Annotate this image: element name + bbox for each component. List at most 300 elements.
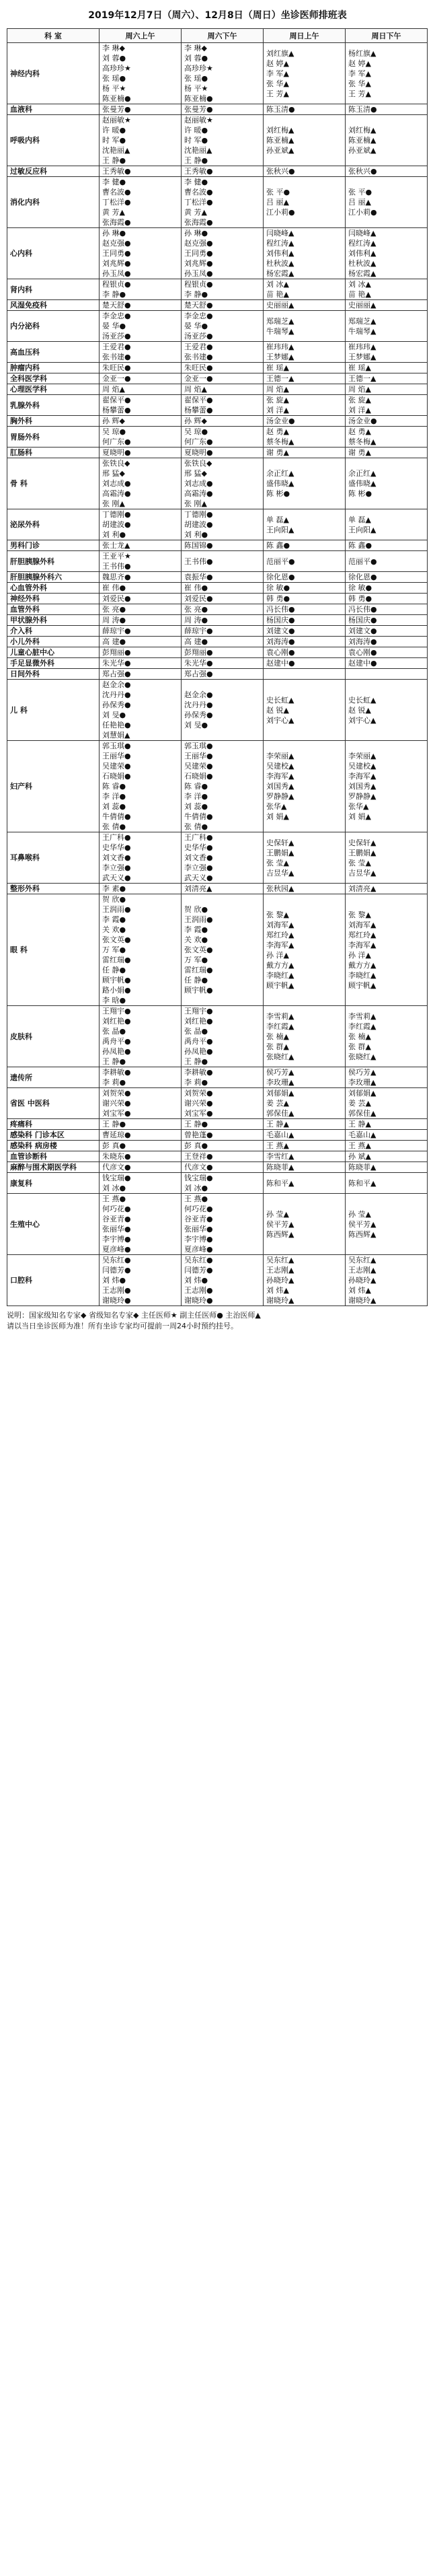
doctor-entry: 刘 利● <box>102 530 126 539</box>
doctor-entry: 李 晗● <box>102 996 126 1005</box>
department-name: 肛肠科 <box>7 448 100 458</box>
doctor-entry: 谢兴荣● <box>184 1099 213 1108</box>
doctor-entry: 贺 欣● <box>102 895 126 904</box>
doctor-entry: 史华华● <box>102 843 131 852</box>
doctor-entry: 吴建荣● <box>102 762 131 771</box>
table-row <box>7 1006 428 1067</box>
doctor-entry: 崔玮玮▲ <box>266 343 294 351</box>
table-row <box>7 1088 428 1119</box>
doctor-entry: 周 焰▲ <box>266 385 289 394</box>
doctor-entry: 杜秋波▲ <box>266 259 294 268</box>
schedule-cell <box>100 166 182 177</box>
doctor-entry: 刘海涛● <box>266 637 295 646</box>
schedule-cell <box>182 300 264 311</box>
doctor-entry: 汤亚莎● <box>102 332 131 341</box>
doctor-entry: 李玫珊▲ <box>348 1078 377 1087</box>
doctor-entry: 刘海涛● <box>348 637 377 646</box>
header-department: 科 室 <box>7 29 100 43</box>
doctor-entry: 朱光华● <box>184 659 213 668</box>
doctor-entry: 刘 娟▲ <box>348 812 371 821</box>
doctor-entry: 朱旺民● <box>184 363 213 372</box>
doctor-entry: 王润雨● <box>102 905 131 914</box>
schedule-cell <box>100 395 182 416</box>
doctor-entry: 苗 艳▲ <box>266 290 289 299</box>
department-name: 肿瘤内科 <box>7 363 100 373</box>
table-row <box>7 1119 428 1130</box>
schedule-cell <box>264 279 346 300</box>
doctor-entry: 刘宇心▲ <box>348 715 377 725</box>
department-name: 疼痛科 <box>7 1119 100 1130</box>
doctor-entry: 刘郁娟▲ <box>348 1089 377 1098</box>
doctor-entry: 李海军▲ <box>266 940 294 950</box>
doctor-entry: 戴方方▲ <box>266 960 294 970</box>
doctor-entry: 李海军▲ <box>266 772 294 781</box>
doctor-entry: 张丽华● <box>184 1225 213 1233</box>
doctor-entry: 牛倩倩● <box>102 812 131 821</box>
doctor-entry: 陈亚楠▲ <box>348 136 377 145</box>
schedule-cell <box>346 669 428 680</box>
doctor-entry: 李 静● <box>184 290 208 299</box>
schedule-cell <box>182 884 264 894</box>
doctor-entry: 吴建荣● <box>184 762 213 771</box>
doctor-entry: 张秋兴● <box>266 167 295 176</box>
schedule-cell <box>100 741 182 832</box>
schedule-cell <box>182 104 264 115</box>
doctor-entry: 姜 芸▲ <box>266 1099 289 1108</box>
doctor-entry: 毛嘉山▲ <box>348 1131 377 1139</box>
doctor-entry: 余正红▲ <box>348 469 377 478</box>
schedule-cell <box>182 363 264 373</box>
doctor-entry: 孙晓玲▲ <box>348 1276 377 1285</box>
schedule-cell <box>100 1194 182 1255</box>
doctor-entry: 高珍珍★ <box>102 64 131 73</box>
doctor-entry: 杨国庆● <box>348 616 377 624</box>
doctor-entry: 闫晓峰▲ <box>348 229 377 238</box>
department-name: 血管外科 <box>7 604 100 615</box>
doctor-entry: 张 瑶● <box>184 74 208 83</box>
schedule-cell <box>182 373 264 384</box>
schedule-cell <box>100 228 182 279</box>
doctor-entry: 王润雨● <box>184 915 213 924</box>
doctor-entry: 徐 敏● <box>348 583 372 592</box>
doctor-entry: 张 亮● <box>102 605 126 614</box>
schedule-cell <box>182 43 264 104</box>
doctor-entry: 刘红旗▲ <box>266 48 294 58</box>
schedule-cell <box>346 583 428 594</box>
doctor-entry: 李晓红▲ <box>266 970 294 980</box>
schedule-cell <box>100 884 182 894</box>
doctor-entry: 王广科● <box>102 833 131 842</box>
doctor-entry: 高珍珍★ <box>184 64 213 73</box>
schedule-cell <box>100 832 182 884</box>
doctor-entry: 刘郁娟▲ <box>266 1089 294 1098</box>
department-name: 神经内科 <box>7 43 100 104</box>
doctor-entry: 李 琳◆ <box>102 44 125 52</box>
doctor-entry: 禹舟平● <box>184 1037 213 1046</box>
doctor-entry: 刘 冰▲ <box>348 280 371 289</box>
schedule-cell <box>182 279 264 300</box>
doctor-entry: 沈丹丹● <box>184 701 213 709</box>
table-row <box>7 509 428 540</box>
doctor-entry: 张丽华● <box>102 1225 131 1233</box>
doctor-entry: 孙 洋▲ <box>266 950 289 960</box>
schedule-cell <box>182 1255 264 1306</box>
doctor-entry: 王广科● <box>184 833 213 842</box>
doctor-entry: 陈 彬● <box>266 489 290 498</box>
schedule-cell <box>346 279 428 300</box>
doctor-entry: 张晓红▲ <box>348 1052 377 1061</box>
table-row <box>7 342 428 363</box>
doctor-entry: 张 楠▲ <box>266 1032 289 1041</box>
table-row <box>7 300 428 311</box>
doctor-entry: 陈玉清● <box>266 105 295 114</box>
doctor-entry: 刘 蓉● <box>184 54 208 63</box>
doctor-entry: 王志刚▲ <box>348 1266 377 1275</box>
doctor-entry: 王丽华● <box>102 752 131 760</box>
doctor-entry: 丁松洋● <box>184 198 213 207</box>
schedule-cell <box>100 1162 182 1173</box>
department-name: 内分泌科 <box>7 311 100 342</box>
doctor-entry: 刘海军▲ <box>266 920 294 929</box>
doctor-entry: 顾宇帆● <box>184 986 213 995</box>
doctor-entry: 李 洋● <box>184 792 208 801</box>
schedule-cell <box>346 395 428 416</box>
doctor-entry: 余正红▲ <box>266 469 294 478</box>
doctor-entry: 范丽平● <box>348 557 377 566</box>
doctor-entry: 陈 彬● <box>348 489 372 498</box>
doctor-entry: 陈 鑫● <box>266 541 290 550</box>
doctor-entry: 杨攀蕾● <box>102 406 131 415</box>
department-name: 整形外科 <box>7 884 100 894</box>
doctor-entry: 程银贞● <box>102 280 131 289</box>
schedule-cell <box>346 604 428 615</box>
doctor-entry: 张 平● <box>348 188 372 196</box>
doctor-entry: 张秋园▲ <box>266 884 294 893</box>
doctor-entry: 刘 蕊● <box>184 802 208 811</box>
table-row <box>7 458 428 509</box>
doctor-entry: 王梦娜▲ <box>266 353 294 361</box>
doctor-entry: 万 军● <box>184 956 208 964</box>
schedule-cell <box>346 300 428 311</box>
doctor-entry: 盛伟晓▲ <box>348 479 377 488</box>
schedule-cell <box>346 384 428 395</box>
table-row <box>7 166 428 177</box>
doctor-entry: 王 静● <box>102 156 126 165</box>
doctor-entry: 陈亚楠● <box>184 94 213 103</box>
doctor-entry: 王 静● <box>184 156 208 165</box>
schedule-cell <box>264 604 346 615</box>
schedule-cell <box>264 115 346 166</box>
schedule-cell <box>346 551 428 572</box>
doctor-entry: 时 军● <box>184 136 208 145</box>
doctor-entry: 李 琳◆ <box>184 44 207 52</box>
doctor-entry: 程红涛▲ <box>348 239 377 248</box>
schedule-cell <box>100 647 182 658</box>
schedule-cell <box>264 637 346 647</box>
doctor-entry: 陈西辉▲ <box>348 1229 377 1239</box>
schedule-table <box>7 28 428 1306</box>
table-body <box>7 43 428 1306</box>
doctor-entry: 张 平● <box>266 188 290 196</box>
doctor-entry: 张 莹▲ <box>348 858 371 867</box>
doctor-entry: 彭翔丽● <box>102 648 131 657</box>
doctor-entry: 周 焰▲ <box>348 385 371 394</box>
doctor-entry: 王登祥● <box>184 1152 213 1161</box>
schedule-cell <box>264 342 346 363</box>
department-name: 过敏反应科 <box>7 166 100 177</box>
table-row <box>7 363 428 373</box>
doctor-entry: 王 燕● <box>102 1194 126 1203</box>
department-name: 康复科 <box>7 1173 100 1194</box>
doctor-entry: 张 晶● <box>184 1027 208 1036</box>
doctor-entry: 王 静● <box>184 1057 208 1066</box>
doctor-entry: 李雪莉▲ <box>266 1011 294 1021</box>
doctor-entry: 朱光华● <box>102 659 131 668</box>
doctor-entry: 周 焰▲ <box>184 385 207 394</box>
schedule-cell <box>264 884 346 894</box>
doctor-entry: 谢 勇▲ <box>348 448 371 457</box>
schedule-cell <box>264 416 346 427</box>
schedule-cell <box>264 551 346 572</box>
doctor-entry: 王梦娜▲ <box>348 353 377 361</box>
doctor-entry: 李宇博● <box>102 1235 131 1244</box>
doctor-entry: 沈丹丹● <box>102 690 131 699</box>
doctor-entry: 许 暖● <box>102 126 126 135</box>
doctor-entry: 王秀敏● <box>102 167 131 176</box>
schedule-cell <box>264 658 346 669</box>
table-row <box>7 551 428 572</box>
table-row <box>7 540 428 551</box>
table-row <box>7 279 428 300</box>
doctor-entry: 李玫珊▲ <box>266 1078 294 1087</box>
table-row <box>7 373 428 384</box>
schedule-cell <box>346 637 428 647</box>
table-row <box>7 1067 428 1088</box>
schedule-cell <box>264 1141 346 1151</box>
doctor-entry: 李 素● <box>102 884 126 893</box>
schedule-cell <box>182 583 264 594</box>
doctor-entry: 高 建● <box>102 637 126 646</box>
doctor-entry: 张铁良◆ <box>184 459 212 468</box>
department-name: 胃肠外科 <box>7 427 100 448</box>
doctor-entry: 刘 炜● <box>102 1276 126 1285</box>
doctor-entry: 夏彦峰● <box>184 1245 213 1254</box>
schedule-cell <box>264 583 346 594</box>
doctor-entry: 赵克强● <box>184 239 213 248</box>
doctor-entry: 张 倩● <box>184 822 208 831</box>
table-row <box>7 669 428 680</box>
doctor-entry: 刘 炜● <box>184 1276 208 1285</box>
schedule-cell <box>182 647 264 658</box>
doctor-entry: 程红涛▲ <box>266 239 294 248</box>
table-row <box>7 637 428 647</box>
doctor-entry: 毛嘉山▲ <box>266 1131 294 1139</box>
doctor-entry: 张 华▲ <box>266 79 289 88</box>
schedule-cell <box>100 626 182 637</box>
doctor-entry: 陈西辉▲ <box>266 1229 294 1239</box>
doctor-entry: 王 燕● <box>184 1194 208 1203</box>
doctor-entry: 江小莉● <box>266 208 295 217</box>
doctor-entry: 刘文香● <box>102 853 131 862</box>
doctor-entry: 孙 洋▲ <box>348 950 371 960</box>
doctor-entry: 刘宝军● <box>102 1109 131 1118</box>
schedule-cell <box>100 458 182 509</box>
doctor-entry: 孙亚斌▲ <box>266 146 294 155</box>
doctor-entry: 刘建文● <box>348 627 377 635</box>
doctor-entry: 谢 勇▲ <box>266 448 289 457</box>
doctor-entry: 谷亚青● <box>102 1215 131 1223</box>
doctor-entry: 刘伟利▲ <box>266 249 294 258</box>
schedule-cell <box>100 363 182 373</box>
doctor-entry: 王 芳▲ <box>266 89 289 98</box>
doctor-entry: 刘 冰▲ <box>266 280 289 289</box>
doctor-entry: 孙凤艳● <box>102 1047 131 1056</box>
doctor-entry: 张 亮● <box>184 605 208 614</box>
doctor-entry: 史长虹▲ <box>266 695 294 705</box>
schedule-cell <box>100 115 182 166</box>
schedule-cell <box>264 1119 346 1130</box>
schedule-cell <box>264 427 346 448</box>
doctor-entry: 路小娟● <box>102 986 131 995</box>
doctor-entry: 张士龙▲ <box>102 541 130 550</box>
doctor-entry: 赵建中● <box>266 659 295 668</box>
doctor-entry: 武天义● <box>184 873 213 882</box>
schedule-cell <box>100 1141 182 1151</box>
department-name: 肾内科 <box>7 279 100 300</box>
schedule-cell <box>346 228 428 279</box>
doctor-entry: 晏 华● <box>184 322 208 330</box>
table-row <box>7 448 428 458</box>
schedule-cell <box>264 458 346 509</box>
doctor-entry: 代彦文● <box>102 1163 131 1172</box>
schedule-cell <box>346 509 428 540</box>
doctor-entry: 郭玉琪● <box>102 742 131 750</box>
doctor-entry: 魏思齐● <box>102 573 131 581</box>
doctor-entry: 何巧花● <box>184 1205 213 1213</box>
department-name: 心血管外科 <box>7 583 100 594</box>
schedule-cell <box>182 832 264 884</box>
doctor-entry: 王 静● <box>102 1057 126 1066</box>
schedule-cell <box>100 427 182 448</box>
schedule-cell <box>264 166 346 177</box>
doctor-entry: 刘 炜▲ <box>266 1286 289 1295</box>
schedule-cell <box>346 177 428 228</box>
doctor-entry: 李 洋● <box>102 792 126 801</box>
schedule-cell <box>182 311 264 342</box>
doctor-entry: 刘贺荣● <box>102 1089 131 1098</box>
doctor-entry: 李 军▲ <box>348 69 371 78</box>
doctor-entry: 郑占强● <box>102 670 131 678</box>
schedule-cell <box>264 1067 346 1088</box>
schedule-cell <box>100 1130 182 1141</box>
doctor-entry: 丁松洋● <box>102 198 131 207</box>
doctor-entry: 赵 婷▲ <box>266 59 289 68</box>
doctor-entry: 曾艳蓬● <box>184 1131 213 1139</box>
legend-footer <box>7 1310 428 1332</box>
schedule-cell <box>182 448 264 458</box>
table-row <box>7 1162 428 1173</box>
doctor-entry: 刘志成● <box>102 479 131 488</box>
doctor-entry: 李 莉● <box>184 1078 208 1087</box>
doctor-entry: 蔡冬梅▲ <box>266 437 294 446</box>
doctor-entry: 郑瑞芝▲ <box>266 316 294 326</box>
header-sat-am: 周六上午 <box>100 29 182 43</box>
schedule-cell <box>100 572 182 583</box>
schedule-cell <box>264 395 346 416</box>
schedule-cell <box>182 741 264 832</box>
doctor-entry: 高 建● <box>184 637 208 646</box>
doctor-entry: 郑红玲▲ <box>266 930 294 939</box>
doctor-entry: 王志刚● <box>102 1286 131 1295</box>
doctor-entry: 关 欢● <box>102 925 126 934</box>
doctor-entry: 闫德芳● <box>102 1266 131 1275</box>
doctor-entry: 侯巧芳▲ <box>266 1068 294 1077</box>
doctor-entry: 钱宝瑞● <box>102 1174 131 1182</box>
schedule-cell <box>264 540 346 551</box>
schedule-cell <box>100 448 182 458</box>
schedule-cell <box>182 509 264 540</box>
doctor-entry: 李立强● <box>184 863 213 872</box>
doctor-entry: 牛瑞琴▲ <box>348 326 377 336</box>
department-name: 肝胆胰腺外科六 <box>7 572 100 583</box>
doctor-entry: 刘宝军● <box>184 1109 213 1118</box>
doctor-entry: 袁振华● <box>184 573 213 581</box>
department-name: 遗传所 <box>7 1067 100 1088</box>
doctor-entry: 姜 芸▲ <box>348 1099 371 1108</box>
doctor-entry: 任艳艳● <box>102 721 131 729</box>
doctor-entry: 张秋兴● <box>348 167 377 176</box>
table-row <box>7 572 428 583</box>
doctor-entry: 李金忠● <box>184 312 213 320</box>
doctor-entry: 陈 睿● <box>102 782 126 791</box>
schedule-cell <box>100 416 182 427</box>
schedule-cell <box>346 647 428 658</box>
doctor-entry: 谢兴荣● <box>102 1099 131 1108</box>
schedule-cell <box>182 115 264 166</box>
doctor-entry: 崔玮玮▲ <box>348 343 377 351</box>
schedule-cell <box>182 680 264 741</box>
schedule-cell <box>182 658 264 669</box>
doctor-entry: 吴建校▲ <box>266 762 294 771</box>
department-name: 神经外科 <box>7 594 100 604</box>
schedule-cell <box>182 177 264 228</box>
schedule-cell <box>100 342 182 363</box>
doctor-entry: 李耕敏● <box>184 1068 213 1077</box>
doctor-entry: 孙玉凤● <box>102 269 131 278</box>
doctor-entry: 刘红艳● <box>102 1017 131 1026</box>
department-name: 儿童心脏中心 <box>7 647 100 658</box>
doctor-entry: 王鹏娟▲ <box>266 848 294 857</box>
header-sat-pm: 周六下午 <box>182 29 264 43</box>
doctor-entry: 崔 伟● <box>102 583 126 592</box>
doctor-entry: 刘文香● <box>184 853 213 862</box>
table-row <box>7 594 428 604</box>
doctor-entry: 牛倩倩● <box>184 812 213 821</box>
table-row <box>7 1255 428 1306</box>
doctor-entry: 彭 真● <box>102 1141 126 1150</box>
schedule-cell <box>182 427 264 448</box>
doctor-entry: 王书伟● <box>184 557 213 566</box>
doctor-entry: 吴建校▲ <box>348 762 377 771</box>
doctor-entry: 李红霞▲ <box>348 1022 377 1031</box>
doctor-entry: 刘爱民● <box>184 594 213 603</box>
schedule-cell <box>264 1162 346 1173</box>
doctor-entry: 吴 琼● <box>102 427 126 436</box>
schedule-cell <box>100 604 182 615</box>
doctor-entry: 朱旺民● <box>102 363 131 372</box>
doctor-entry: 赵 勇▲ <box>348 427 371 436</box>
schedule-cell <box>182 1067 264 1088</box>
